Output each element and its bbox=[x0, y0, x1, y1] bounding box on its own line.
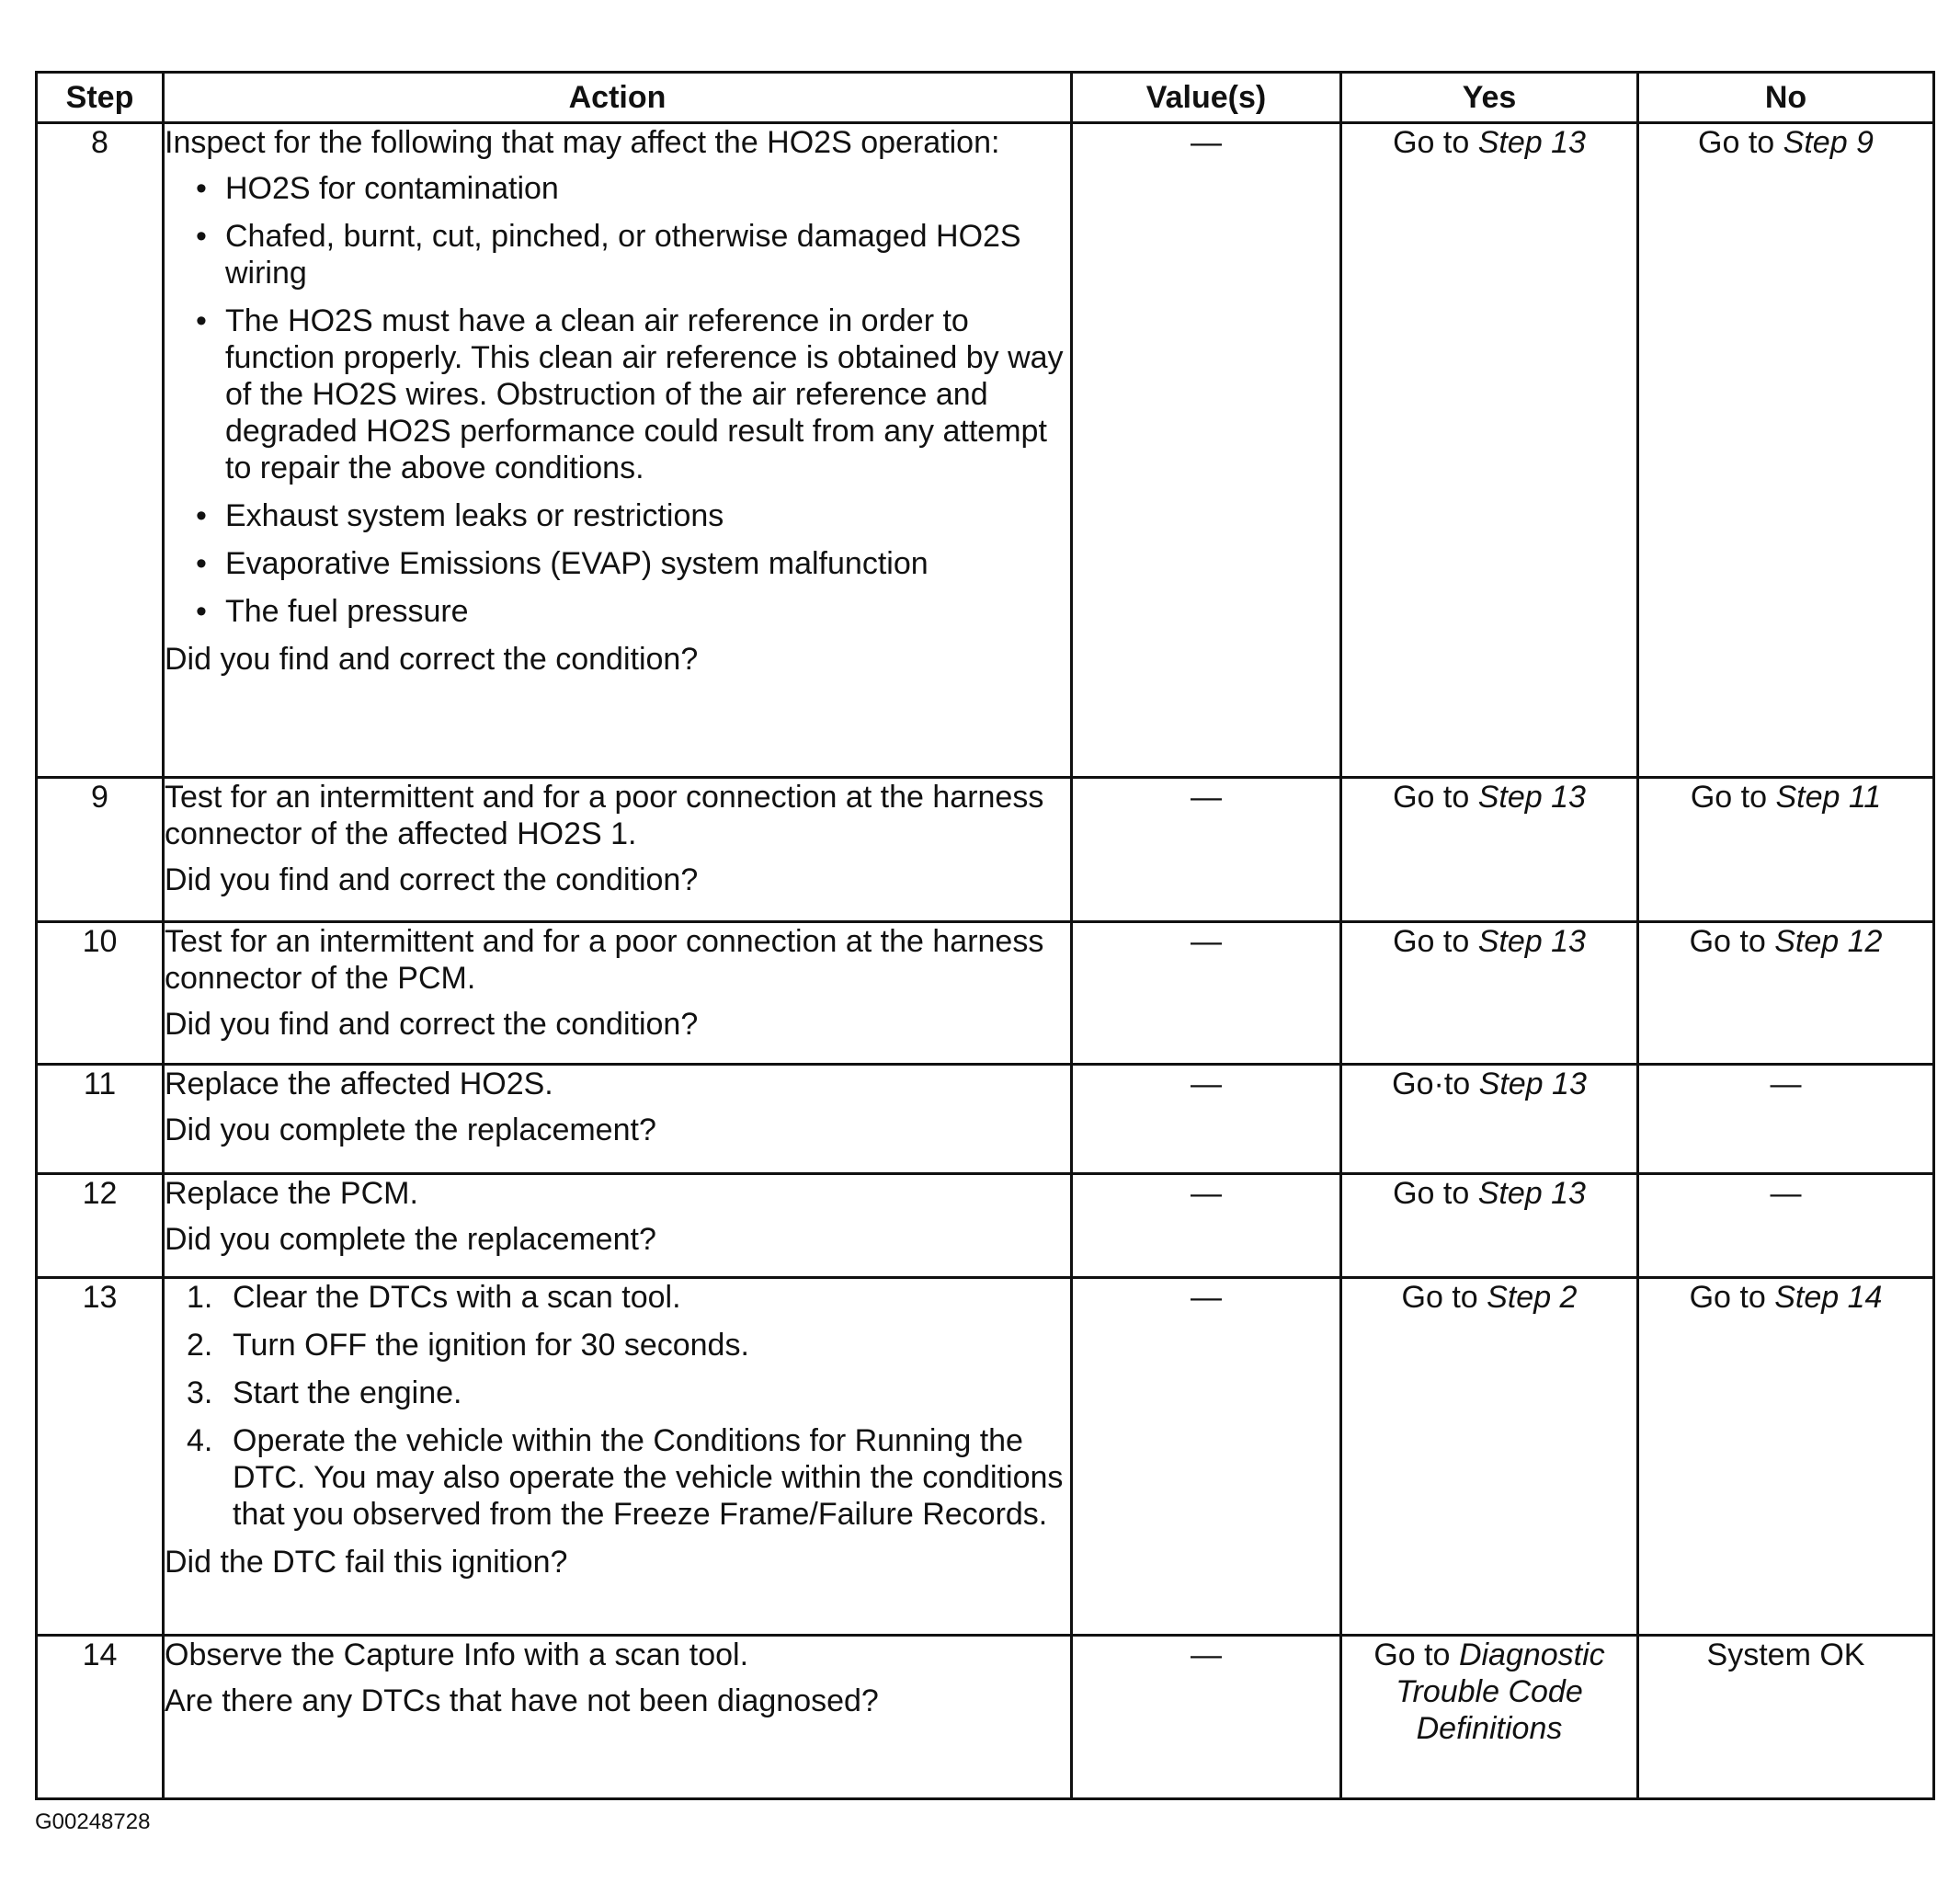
step-number: 8 bbox=[37, 123, 164, 778]
no-prefix: Go to bbox=[1698, 125, 1775, 160]
no-cell: System OK bbox=[1638, 1636, 1934, 1799]
list-item bbox=[187, 1422, 1070, 1533]
action-question: Did you complete the replacement? bbox=[165, 1112, 656, 1147]
yes-step-link[interactable]: Step 2 bbox=[1487, 1280, 1578, 1315]
no-cell bbox=[1638, 778, 1934, 922]
no-prefix: Go to bbox=[1689, 1280, 1766, 1315]
yes-cell bbox=[1341, 1065, 1638, 1174]
header-no: No bbox=[1638, 73, 1934, 123]
action-cell bbox=[164, 778, 1072, 922]
yes-cell bbox=[1341, 1278, 1638, 1636]
yes-step-link[interactable]: Step 13 bbox=[1477, 780, 1586, 815]
numbered-list bbox=[165, 1279, 1070, 1533]
no-step-link[interactable]: Step 9 bbox=[1783, 125, 1874, 160]
no-cell: — bbox=[1638, 1065, 1934, 1174]
yes-cell bbox=[1341, 123, 1638, 778]
figure-id: G00248728 bbox=[35, 1809, 151, 1834]
value-cell: — bbox=[1072, 922, 1341, 1065]
no-cell: — bbox=[1638, 1174, 1934, 1278]
yes-prefix: Go to bbox=[1401, 1280, 1478, 1315]
value-cell: — bbox=[1072, 1065, 1341, 1174]
action-intro: Test for an intermittent and for a poor connection at the harness connector of the affected HO2S 1. bbox=[165, 780, 1044, 851]
no-step-link[interactable]: Step 12 bbox=[1774, 924, 1883, 959]
list-item: • Exhaust system leaks or restrictions bbox=[225, 497, 1070, 534]
action-cell bbox=[164, 1174, 1072, 1278]
action-question: Did you find and correct the condition? bbox=[165, 1007, 699, 1042]
step-number: 10 bbox=[37, 922, 164, 1065]
list-item: • HO2S for contamination bbox=[225, 170, 1070, 207]
action-question: Did the DTC fail this ignition? bbox=[165, 1545, 568, 1580]
item-number: 2. bbox=[187, 1328, 213, 1363]
action-cell bbox=[164, 123, 1072, 778]
table-row bbox=[37, 922, 1934, 1065]
item-text: Start the engine. bbox=[233, 1375, 462, 1410]
action-intro: Inspect for the following that may affect the HO2S operation: bbox=[165, 125, 1000, 160]
action-cell bbox=[164, 1278, 1072, 1636]
value-cell: — bbox=[1072, 123, 1341, 778]
value-cell: — bbox=[1072, 778, 1341, 922]
diagnostic-table bbox=[35, 71, 1935, 1800]
action-intro: Observe the Capture Info with a scan tool. bbox=[165, 1637, 749, 1672]
list-item bbox=[187, 1375, 1070, 1411]
list-item: • The HO2S must have a clean air reference in order to function properly. This clean air reference is obtained by way of the HO2S wires. Obstruction of the air reference and degraded HO2S performance could result from any attempt to repair the above conditions. bbox=[225, 302, 1070, 486]
action-question: Did you complete the replacement? bbox=[165, 1222, 656, 1257]
header-action: Action bbox=[164, 73, 1072, 123]
no-cell bbox=[1638, 123, 1934, 778]
item-number: 4. bbox=[187, 1423, 213, 1458]
list-item: • Chafed, burnt, cut, pinched, or otherwise damaged HO2S wiring bbox=[225, 218, 1070, 291]
list-item bbox=[187, 1279, 1070, 1316]
table-row bbox=[37, 123, 1934, 778]
bullet-list bbox=[165, 170, 1070, 630]
no-cell bbox=[1638, 922, 1934, 1065]
header-step: Step bbox=[37, 73, 164, 123]
item-number: 3. bbox=[187, 1375, 213, 1410]
no-cell bbox=[1638, 1278, 1934, 1636]
yes-definitions-link[interactable]: Diagnostic Trouble Code Definitions bbox=[1396, 1637, 1605, 1746]
action-question: Are there any DTCs that have not been diagnosed? bbox=[165, 1683, 879, 1718]
action-cell bbox=[164, 922, 1072, 1065]
step-number: 9 bbox=[37, 778, 164, 922]
yes-cell bbox=[1341, 1636, 1638, 1799]
value-cell: — bbox=[1072, 1278, 1341, 1636]
item-text: Operate the vehicle within the Conditions for Running the DTC. You may also operate the vehicle within the conditions that you observed from the Freeze Frame/Failure Records. bbox=[233, 1423, 1064, 1532]
action-question: Did you find and correct the condition? bbox=[165, 862, 699, 897]
action-cell bbox=[164, 1636, 1072, 1799]
action-cell bbox=[164, 1065, 1072, 1174]
item-number: 1. bbox=[187, 1280, 213, 1315]
yes-prefix: Go·to bbox=[1392, 1067, 1471, 1101]
yes-step-link[interactable]: Step 13 bbox=[1478, 1067, 1587, 1101]
table-row bbox=[37, 1174, 1934, 1278]
step-number: 14 bbox=[37, 1636, 164, 1799]
yes-prefix: Go to bbox=[1393, 924, 1470, 959]
no-step-link[interactable]: Step 14 bbox=[1774, 1280, 1883, 1315]
action-intro: Replace the affected HO2S. bbox=[165, 1067, 553, 1101]
step-number: 11 bbox=[37, 1065, 164, 1174]
header-row bbox=[37, 73, 1934, 123]
yes-cell bbox=[1341, 1174, 1638, 1278]
table-row bbox=[37, 1278, 1934, 1636]
value-cell: — bbox=[1072, 1636, 1341, 1799]
yes-cell bbox=[1341, 778, 1638, 922]
yes-step-link[interactable]: Step 13 bbox=[1477, 1176, 1586, 1211]
item-text: Clear the DTCs with a scan tool. bbox=[233, 1280, 681, 1315]
step-number: 12 bbox=[37, 1174, 164, 1278]
table-row bbox=[37, 1636, 1934, 1799]
list-item bbox=[187, 1327, 1070, 1363]
no-prefix: Go to bbox=[1690, 780, 1768, 815]
action-intro: Replace the PCM. bbox=[165, 1176, 418, 1211]
yes-prefix: Go to bbox=[1393, 780, 1470, 815]
table-row bbox=[37, 1065, 1934, 1174]
yes-prefix: Go to bbox=[1393, 125, 1470, 160]
action-intro: Test for an intermittent and for a poor connection at the harness connector of the PCM. bbox=[165, 924, 1044, 996]
action-question: Did you find and correct the condition? bbox=[165, 642, 699, 677]
value-cell: — bbox=[1072, 1174, 1341, 1278]
yes-step-link[interactable]: Step 13 bbox=[1477, 125, 1586, 160]
no-step-link[interactable]: Step 11 bbox=[1775, 780, 1882, 815]
header-values: Value(s) bbox=[1072, 73, 1341, 123]
list-item: • The fuel pressure bbox=[225, 593, 1070, 630]
yes-prefix: Go to bbox=[1393, 1176, 1470, 1211]
item-text: Turn OFF the ignition for 30 seconds. bbox=[233, 1328, 749, 1363]
table-row bbox=[37, 778, 1934, 922]
yes-prefix: Go to bbox=[1373, 1637, 1451, 1672]
header-yes: Yes bbox=[1341, 73, 1638, 123]
no-prefix: Go to bbox=[1689, 924, 1766, 959]
list-item: • Evaporative Emissions (EVAP) system malfunction bbox=[225, 545, 1070, 582]
yes-step-link[interactable]: Step 13 bbox=[1477, 924, 1586, 959]
step-number: 13 bbox=[37, 1278, 164, 1636]
yes-cell bbox=[1341, 922, 1638, 1065]
